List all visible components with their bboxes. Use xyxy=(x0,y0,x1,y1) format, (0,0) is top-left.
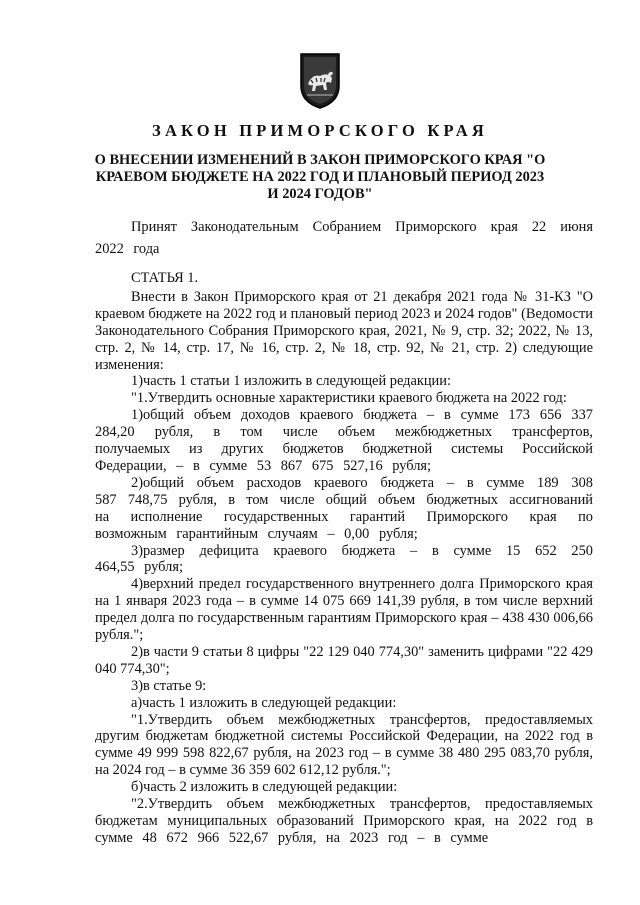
paragraph: "1.Утвердить объем межбюджетных трансфертов, предоставляемых другим бюджетам бюджетной системы Российской Федерации, на 2022 год в сумме 49 999 598 822,67 рубля, на 2023 год – в сумме 38 480 295 083,70 рубля, на 2024 год – в сумме 36 359 602 612,12 рубля."; xyxy=(95,711,593,779)
adoption-note xyxy=(95,216,593,260)
paragraph: 3)в статье 9: xyxy=(131,677,207,694)
adopted-text: Принят Законодательным Собранием Приморского края 22 июня 2022 года xyxy=(95,219,593,257)
paragraph: 2)общий объем расходов краевого бюджета – в сумме 189 308 587 748,75 рубля, в том числе общий объем бюджетных ассигнований на исполнение государственных гарантий Приморского края по возможным гарантийным случаям – 0,00 рубля; xyxy=(95,474,593,542)
law-title: ЗАКОН ПРИМОРСКОГО КРАЯ xyxy=(152,121,488,140)
paragraph: "2.Утвердить объем межбюджетных трансфертов, предоставляемых бюджетам муниципальных образований Приморского края, на 2022 год в сумме 48 672 966 522,67 рубля, на 2023 год – в сумме xyxy=(95,796,593,846)
paragraph: 1)общий объем доходов краевого бюджета – в сумме 173 656 337 284,20 рубля, в том числе объем межбюджетных трансфертов, получаемых из других бюджетов бюджетной системы Российской Федерации, – в сумме 53 867 675 527,16 рубля; xyxy=(95,407,593,474)
article-heading: СТАТЬЯ 1. xyxy=(131,270,199,286)
paragraph: 4)верхний предел государственного внутреннего долга Приморского края на 1 января 2023 года – в сумме 14 075 669 141,39 рубля, в том числе верхний предел долга по государственным гарантиям Приморского края – 438 430 006,66 рубля."; xyxy=(95,576,593,644)
law-subtitle: О ВНЕСЕНИИ ИЗМЕНЕНИЙ В ЗАКОН ПРИМОРСКОГО КРАЯ "О КРАЕВОМ БЮДЖЕТЕ НА 2022 ГОД И ПЛАНОВЫЙ ПЕРИОД 2023 И 2024 ГОДОВ" xyxy=(94,152,546,202)
paragraph: а)часть 1 изложить в следующей редакции: xyxy=(131,694,397,711)
paragraph: Внести в Закон Приморского края от 21 декабря 2021 года № 31-КЗ "О краевом бюджете на 2022 год и плановый период 2023 и 2024 годов" (Ведомости Законодательного Собрания Приморского края, 2021, № 9, стр. 32; 2022, № 13, стр. 2, № 14, стр. 17, № 16, стр. 2, № 18, стр. 92, № 21, стр. 2) следующие изменения: xyxy=(95,288,593,373)
paragraph: "1.Утвердить основные характеристики краевого бюджета на 2022 год: xyxy=(131,390,567,407)
article-body xyxy=(95,270,593,847)
paragraph: 2)в части 9 статьи 8 цифры "22 129 040 774,30" заменить цифрами "22 429 040 774,30"; xyxy=(95,643,593,677)
paragraph: 1)часть 1 статьи 1 изложить в следующей редакции: xyxy=(131,373,451,390)
coat-of-arms-icon xyxy=(298,50,342,110)
paragraph: б)часть 2 изложить в следующей редакции: xyxy=(131,779,398,796)
paragraph: 3)размер дефицита краевого бюджета – в сумме 15 652 250 464,55 рубля; xyxy=(95,542,593,576)
